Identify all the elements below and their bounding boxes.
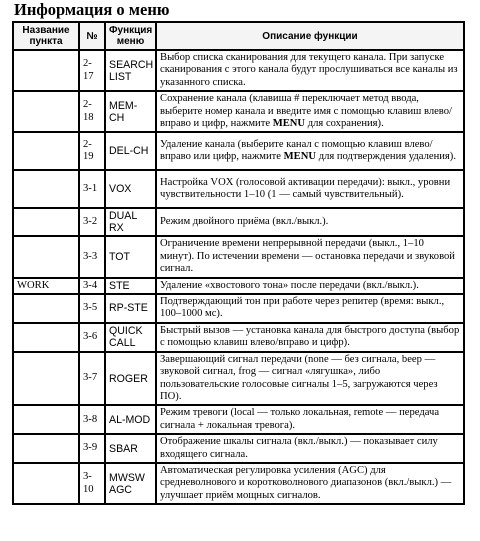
table-row [13,50,464,91]
row-item-name [13,294,79,323]
page-title: Информация о меню [14,0,170,19]
row-description: Быстрый вызов — установка канала для быстрого доступа (выбор с помощью клавиш влево/вправо и цифр). [156,323,464,352]
row-function: VOX [105,170,156,208]
row-description: Настройка VOX (голосовой активации передачи): выкл., уровни чувствительности 1–10 (1 — самый чувствительный). [156,170,464,208]
table-row [13,323,464,352]
row-description: Отображение шкалы сигнала (вкл./выкл.) — показывает силу входящего сигнала. [156,434,464,463]
row-number: 3-2 [79,208,105,236]
row-item-name [13,91,79,132]
row-function: QUICK CALL [105,323,156,352]
row-number: 3-5 [79,294,105,323]
row-function: DUAL RX [105,208,156,236]
row-function: RP-STE [105,294,156,323]
row-function: SEARCH LIST [105,50,156,91]
row-number: 2-19 [79,132,105,170]
row-item-name [13,323,79,352]
row-number: 3-9 [79,434,105,463]
row-number: 3-10 [79,463,105,504]
row-item-name: WORK [13,278,79,294]
row-description: Завершающий сигнал передачи (none — без сигнала, beep — звуковой сигнал, frog — сигнал «лягушка», либо пользовательские голосовые сигналы 1–5, загружаются через ПО). [156,352,464,406]
row-number: 3-8 [79,405,105,434]
row-number: 3-1 [79,170,105,208]
row-item-name [13,463,79,504]
row-function: STE [105,278,156,294]
row-item-name [13,132,79,170]
row-description: Сохранение канала (клавиша # переключает метод ввода, выберите номер канала и введите имя с помощью клавиш влево/вправо и цифр, нажмите MENU для сохранения). [156,91,464,132]
row-function: AL-MOD [105,405,156,434]
row-item-name [13,236,79,277]
table-row [13,208,464,236]
row-number: 2-17 [79,50,105,91]
header-description: Описание функции [156,22,464,50]
row-function: ROGER [105,352,156,406]
row-item-name [13,434,79,463]
table-row [13,132,464,170]
table-row [13,463,464,504]
row-description: Ограничение времени непрерывной передачи (выкл., 1–10 минут). По истечении времени — остановка передачи и звуковой сигнал. [156,236,464,277]
table-header-row [13,22,464,50]
table-row [13,278,464,294]
header-item-name: Название пункта [13,22,79,50]
row-item-name [13,170,79,208]
table-row [13,236,464,277]
table-row [13,170,464,208]
row-description: Режим двойного приёма (вкл./выкл.). [156,208,464,236]
table-row [13,294,464,323]
row-description: Удаление канала (выберите канал с помощью клавиш влево/вправо или цифр, нажмите MENU для подтверждения удаления). [156,132,464,170]
row-number: 3-3 [79,236,105,277]
row-description: Выбор списка сканирования для текущего канала. При запуске сканирования с этого канала будут прослушиваться все каналы из указанного списка. [156,50,464,91]
table-row [13,91,464,132]
row-description: Автоматическая регулировка усиления (AGC) для средневолнового и коротковолнового диапазонов (вкл./выкл.) — улучшает приём мощных сигналов. [156,463,464,504]
menu-table [12,21,465,505]
row-function: SBAR [105,434,156,463]
table-row [13,405,464,434]
row-function: TOT [105,236,156,277]
row-description: Подтверждающий тон при работе через репитер (время: выкл., 100–1000 мс). [156,294,464,323]
row-number: 3-6 [79,323,105,352]
row-item-name [13,405,79,434]
table-row [13,434,464,463]
row-description: Удаление «хвостового тона» после передачи (вкл./выкл.). [156,278,464,294]
row-item-name [13,50,79,91]
header-number: № [79,22,105,50]
header-function: Функция меню [105,22,156,50]
row-number: 3-7 [79,352,105,406]
row-function: DEL-CH [105,132,156,170]
row-description: Режим тревоги (local — только локальная, remote — передача сигнала + локальная тревога). [156,405,464,434]
row-number: 2-18 [79,91,105,132]
table-row [13,352,464,406]
row-function: MWSW AGC [105,463,156,504]
row-function: MEM-CH [105,91,156,132]
row-item-name [13,208,79,236]
row-number: 3-4 [79,278,105,294]
row-item-name [13,352,79,406]
